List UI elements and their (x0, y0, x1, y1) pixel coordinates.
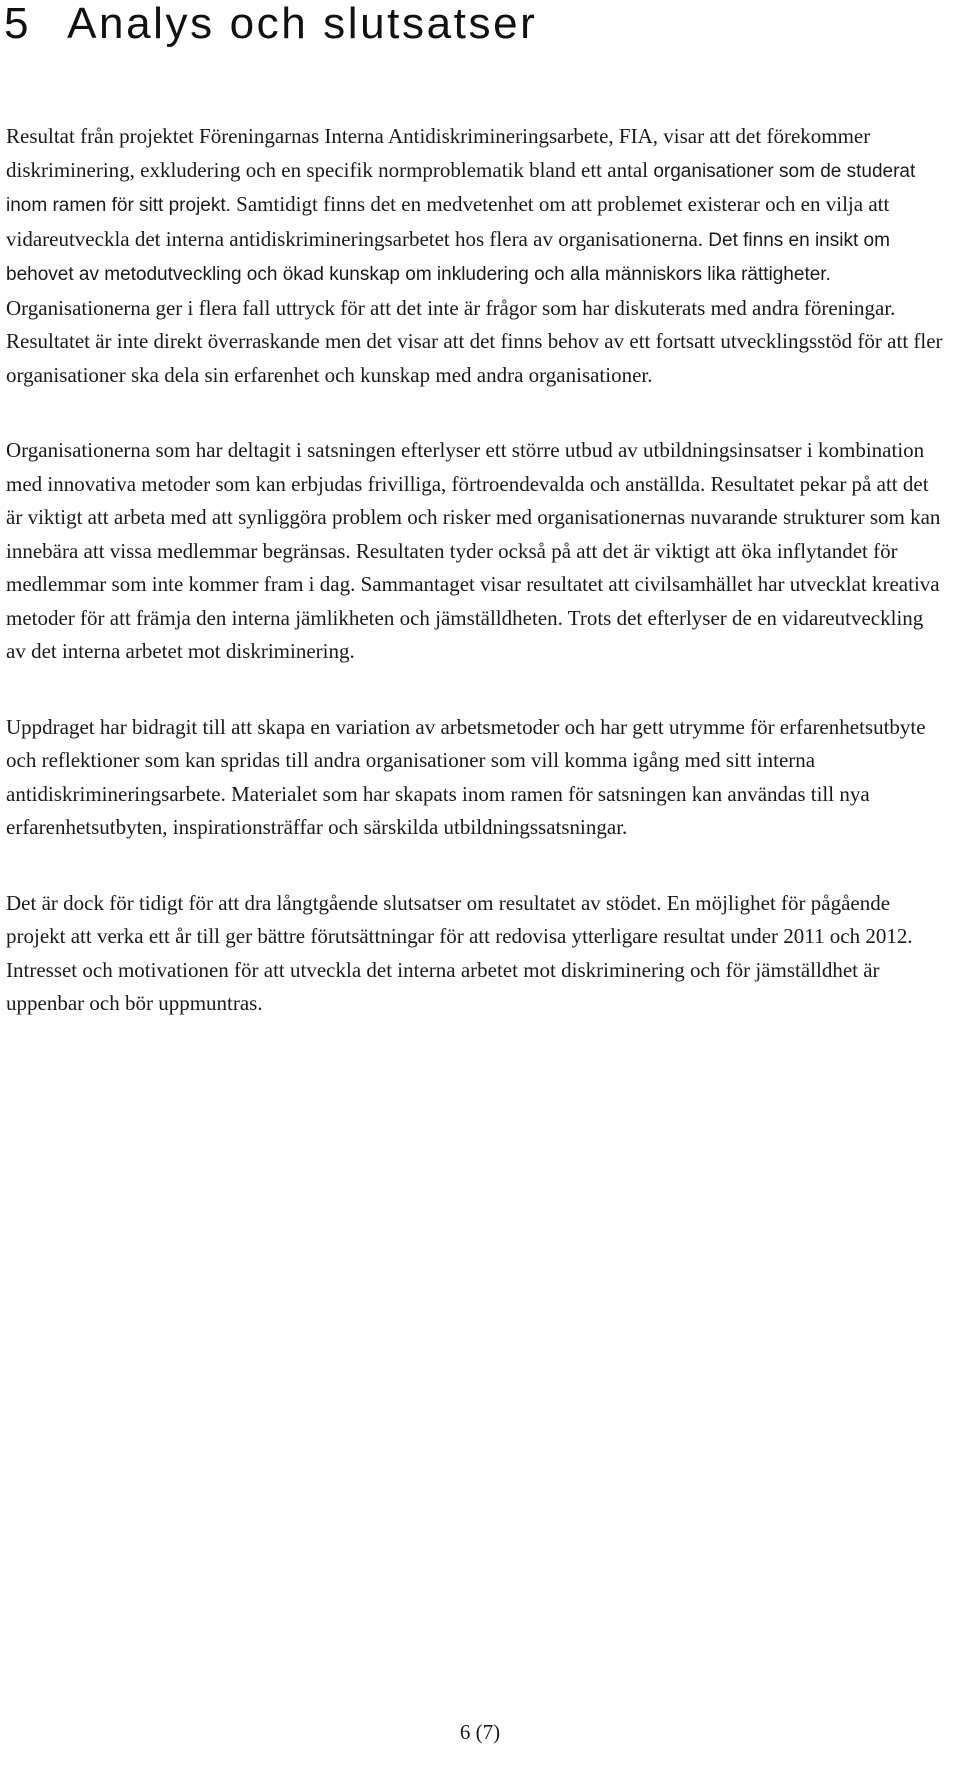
paragraph: Organisationerna som har deltagit i satsningen efterlyser ett större utbud av utbildningsinsatser i kombination med innovativa metoder som kan erbjudas frivilliga, förtroendevalda och anställda. Resultatet pekar på att det är viktigt att arbeta med att synliggöra problem och risker med organisationernas nuvarande strukturer som kan innebära att vissa medlemmar begränsas. Resultaten tyder också på att det är viktigt att öka inflytandet för medlemmar som inte kommer fram i dag. Sammantaget visar resultatet att civilsamhället har utvecklat kreativa metoder för att främja den interna jämlikheten och jämställdheten. Trots det efterlyser de en vidareutveckling av det interna arbetet mot diskriminering. (6, 438, 941, 663)
paragraph: Uppdraget har bidragit till att skapa en variation av arbetsmetoder och har gett utrymme för erfarenhetsutbyte och reflektioner som kan spridas till andra organisationer som vill komma igång med sitt interna antidiskrimineringsarbete. Materialet som har skapats inom ramen för satsningen kan användas till nya erfarenhetsutbyten, inspirationsträffar och särskilda utbildningssatsningar. (6, 714, 926, 839)
section-heading (4, 0, 537, 48)
section-title: Analys och slutsatser (67, 0, 538, 48)
body-text (6, 120, 946, 1063)
paragraph-text: Det finns en insikt om behovet av metodutveckling och ökad kunskap om inkludering och alla människors lika rättigheter. (6, 229, 890, 285)
paragraph-text: Resultat från projektet Föreningarnas Interna Antidiskrimineringsarbete, FIA, visar att det förekommer diskriminering, exkludering och en specifik normproblematik bland ett antal (6, 124, 871, 182)
paragraph-text: organisationer som de studerat inom ramen för sitt projekt. (6, 160, 916, 216)
section-number: 5 (4, 0, 32, 48)
paragraph (6, 120, 946, 392)
paragraph-text: Organisationerna ger i flera fall uttryck för att det inte är frågor som har diskuterats med andra föreningar. Resultatet är inte direkt överraskande men det visar att det finns behov av ett fortsatt utvecklingsstöd för att fler organisationer ska dela sin erfarenhet och kunskap med andra organisationer. (6, 295, 943, 387)
paragraph: Det är dock för tidigt för att dra långtgående slutsatser om resultatet av stödet. En möjlighet för pågående projekt att verka ett år till ger bättre förutsättningar för att redovisa ytterligare resultat under 2011 och 2012. Intresset och motivationen för att utveckla det interna arbetet mot diskriminering och för jämställdhet är uppenbar och bör uppmuntras. (6, 890, 913, 1015)
page-number: 6 (7) (459, 1720, 501, 1744)
paragraph-text: Samtidigt finns det en medvetenhet om att problemet existerar och en vilja att vidareutveckla det interna antidiskrimineringsarbetet hos flera av organisationerna. (6, 192, 890, 251)
